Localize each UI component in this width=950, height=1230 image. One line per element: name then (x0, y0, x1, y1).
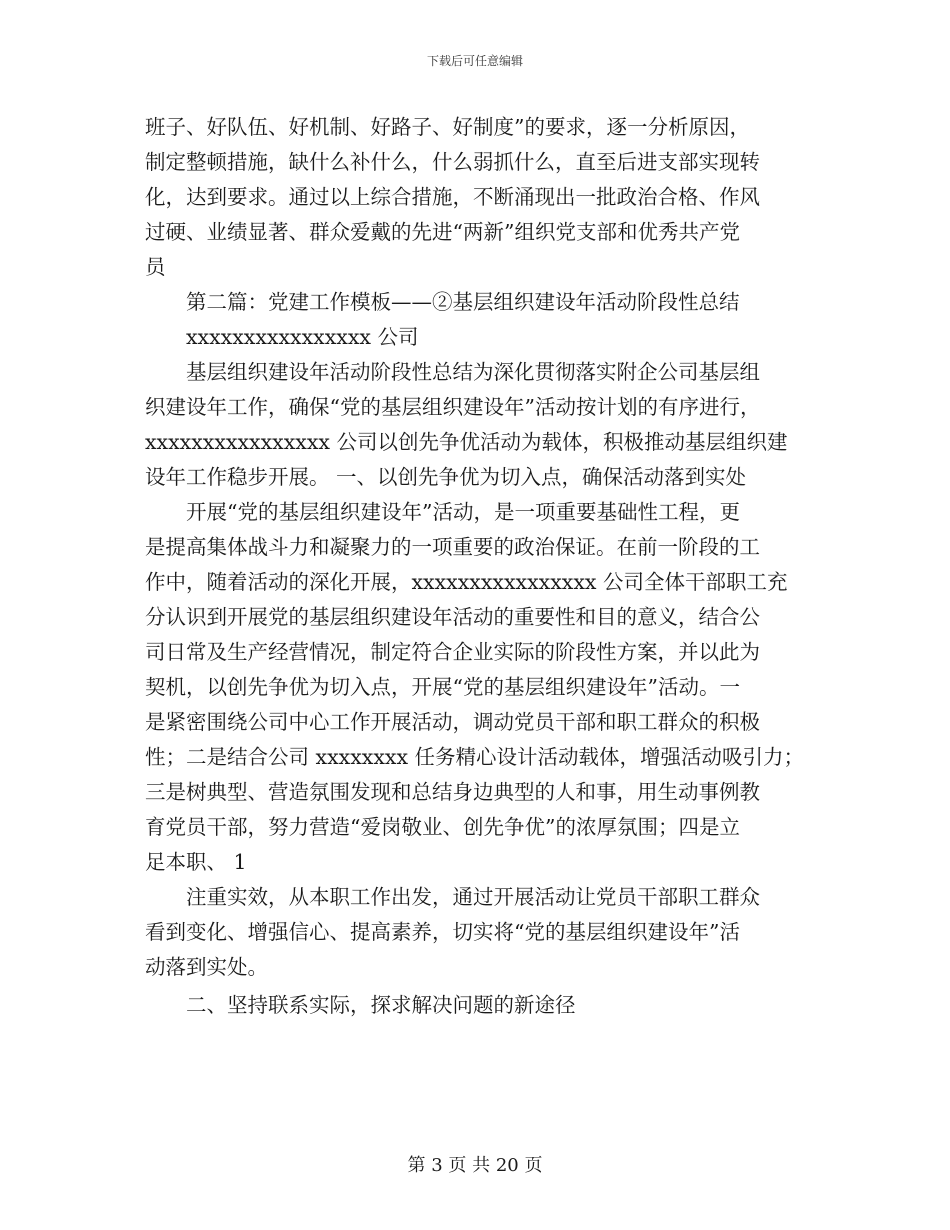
text-line: 化，达到要求。通过以上综合措施，不断涌现出一批政治合格、作风 (145, 185, 760, 209)
text-line: 员 (145, 255, 166, 279)
text-line: 制定整顿措施，缺什么补什么，什么弱抓什么，直至后进支部实现转 (145, 150, 760, 174)
text-line: 注重实效，从本职工作出发，通过开展活动让党员干部职工群众 (186, 885, 760, 909)
text-line: 是提高集体战斗力和凝聚力的一项重要的政治保证。在前一阶段的工 (145, 535, 760, 559)
text-line: 开展“党的基层组织建设年”活动，是一项重要基础性工程，更 (186, 500, 740, 524)
text-line: 是紧密围绕公司中心工作开展活动，调动党员干部和职工群众的积极 (145, 710, 760, 734)
page-header-note: 下载后可任意编辑 (426, 54, 523, 68)
text-line: 织建设年工作，确保“党的基层组织建设年”活动按计划的有序进行， (145, 395, 761, 419)
text-line: 三是树典型、营造氛围发现和总结身边典型的人和事，用生动事例教 (145, 780, 760, 804)
text-line: 动落到实处。 (145, 955, 268, 979)
text-line: 基层组织建设年活动阶段性总结为深化贯彻落实附企公司基层组 (186, 360, 760, 384)
text-line: 分认识到开展党的基层组织建设年活动的重要性和目的意义，结合公 (145, 605, 760, 629)
text-line: 班子、好队伍、好机制、好路子、好制度”的要求，逐一分析原因， (145, 115, 750, 139)
text-line: 作中，随着活动的深化开展，xxxxxxxxxxxxxxxx 公司全体干部职工充 (145, 570, 788, 594)
text-line: 性；二是结合公司 xxxxxxxx 任务精心设计活动载体，增强活动吸引力； (145, 745, 805, 769)
text-line: 育党员干部，努力营造“爱岗敬业、创先争优”的浓厚氛围；四是立 (145, 815, 740, 839)
text-line: 契机，以创先争优为切入点，开展“党的基层组织建设年”活动。一 (145, 675, 740, 699)
page-number: 第 3 页 共 20 页 (407, 1155, 543, 1176)
text-line: 设年工作稳步开展。 一、以创先争优为切入点，确保活动落到实处 (145, 465, 747, 489)
text-line: xxxxxxxxxxxxxxxx 公司以创先争优活动为载体，积极推动基层组织建 (145, 430, 788, 454)
text-line: 足本职、 1 (145, 850, 247, 874)
section-heading: 第二篇：党建工作模板——②基层组织建设年活动阶段性总结 (186, 290, 740, 314)
document-body (145, 110, 810, 1023)
company-name: xxxxxxxxxxxxxxxx 公司 (186, 325, 419, 349)
text-line: 司日常及生产经营情况，制定符合企业实际的阶段性方案，并以此为 (145, 640, 760, 664)
text-line: 看到变化、增强信心、提高素养，切实将“党的基层组织建设年”活 (145, 920, 740, 944)
text-line: 过硬、业绩显著、群众爱戴的先进“两新”组织党支部和优秀共产党 (145, 220, 740, 244)
section-heading: 二、坚持联系实际，探求解决问题的新途径 (186, 993, 576, 1017)
